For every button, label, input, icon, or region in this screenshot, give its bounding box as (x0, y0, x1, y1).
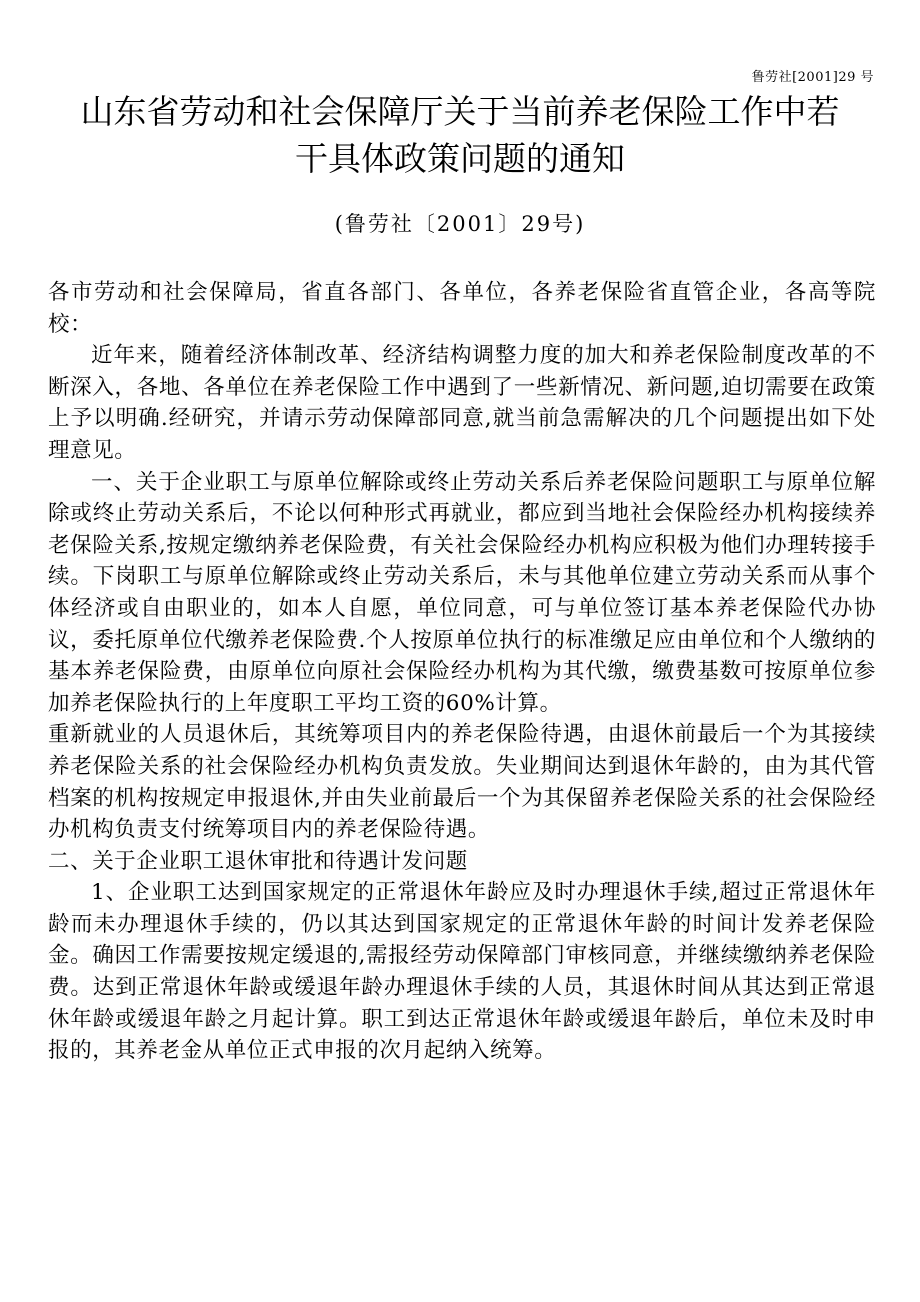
document-title (40, 88, 880, 182)
paragraph-section-1: 一、关于企业职工与原单位解除或终止劳动关系后养老保险问题职工与原单位解除或终止劳动关系后，不论以何种形式再就业，都应到当地社会保险经办机构接续养老保险关系,按规定缴纳养老保险费，有关社会保险经办机构应积极为他们办理转接手续。下岗职工与原单位解除或终止劳动关系后，未与其他单位建立劳动关系而从事个体经济或自由职业的，如本人自愿，单位同意，可与单位签订基本养老保险代办协议，委托原单位代缴养老保险费.个人按原单位执行的标准缴足应由单位和个人缴纳的基本养老保险费，由原单位向原社会保险经办机构为其代缴，缴费基数可按原单位参加养老保险执行的上年度职工平均工资的60%计算。 (48, 469, 876, 716)
paragraph-intro: 近年来，随着经济体制改革、经济结构调整力度的加大和养老保险制度改革的不断深入，各地、各单位在养老保险工作中遇到了一些新情况、新问题,迫切需要在政策上予以明确.经研究，并请示劳动保障部同意,就当前急需解决的几个问题提出如下处理意见。 (48, 343, 876, 463)
title-line-1: 山东省劳动和社会保障厅关于当前养老保险工作中若 (80, 92, 840, 131)
addressee: 各市劳动和社会保障局，省直各部门、各单位，各养老保险省直管企业，各高等院校： (48, 280, 876, 337)
section-2-heading: 二、关于企业职工退休审批和待遇计发问题 (48, 848, 468, 874)
title-line-2: 干具体政策问题的通知 (295, 139, 625, 178)
document-number: (鲁劳社〔2001〕29号) (334, 212, 586, 236)
document-reference-header: 鲁劳社[2001]29 号 (751, 70, 874, 85)
paragraph-reemployment: 重新就业的人员退休后，其统筹项目内的养老保险待遇，由退休前最后一个为其接续养老保险关系的社会保险经办机构负责发放。失业期间达到退休年龄的，由为其代管档案的机构按规定申报退休,并由失业前最后一个为其保留养老保险关系的社会保险经办机构负责支付统筹项目内的养老保险待遇。 (48, 722, 876, 843)
paragraph-section-2-item-1: 1、企业职工达到国家规定的正常退休年龄应及时办理退休手续,超过正常退休年龄而未办理退休手续的，仍以其达到国家规定的正常退休年龄的时间计发养老保险金。确因工作需要按规定缓退的,需报经劳动保障部门审核同意，并继续缴纳养老保险费。达到正常退休年龄或缓退年龄办理退休手续的人员，其退休时间从其达到正常退休年龄或缓退年龄之月起计算。职工到达正常退休年龄或缓退年龄后，单位未及时申报的，其养老金从单位正式申报的次月起纳入统筹。 (48, 880, 876, 1064)
document-body (48, 277, 876, 1067)
